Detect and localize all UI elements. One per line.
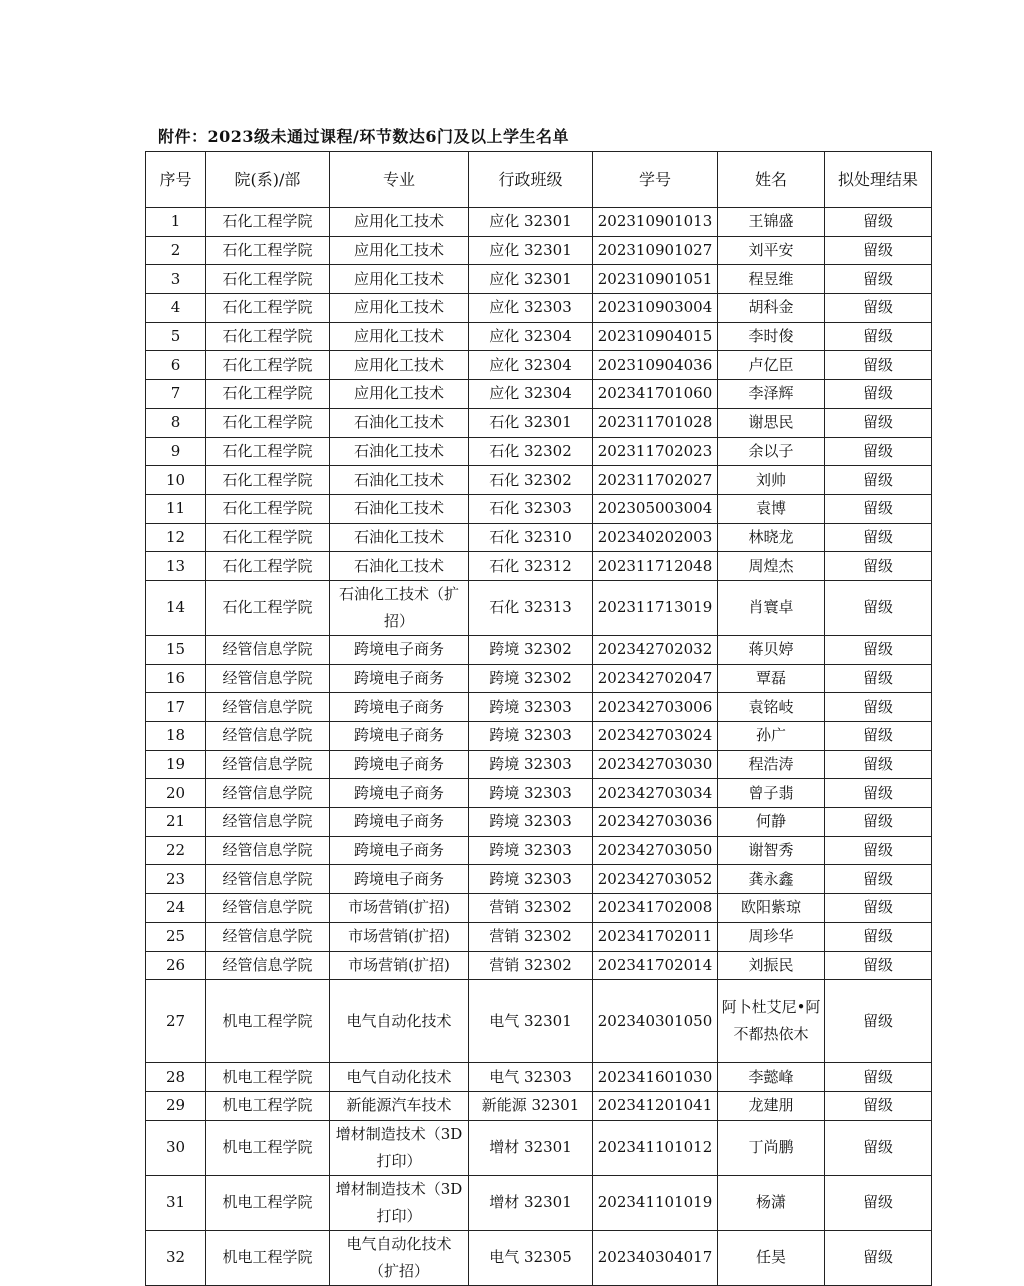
- cell-department: 经管信息学院: [206, 894, 330, 923]
- column-header-department: 院(系)/部: [206, 152, 330, 208]
- table-row: [146, 494, 932, 523]
- cell-student-id: 202310901013: [593, 208, 718, 237]
- cell-name: 龚永鑫: [718, 865, 825, 894]
- cell-student-id: 202340304017: [593, 1230, 718, 1285]
- cell-result: 留级: [825, 494, 932, 523]
- cell-result: 留级: [825, 1230, 932, 1285]
- cell-major: 应用化工技术: [330, 351, 469, 380]
- cell-index: 25: [146, 922, 206, 951]
- cell-department: 石化工程学院: [206, 265, 330, 294]
- cell-result: 留级: [825, 208, 932, 237]
- table-row: [146, 236, 932, 265]
- cell-index: 19: [146, 750, 206, 779]
- column-header-student-id: 学号: [593, 152, 718, 208]
- cell-result: 留级: [825, 580, 932, 635]
- cell-name: 阿卜杜艾尼•阿不都热依木: [718, 980, 825, 1063]
- cell-class: 应化 32304: [469, 322, 593, 351]
- cell-student-id: 202311713019: [593, 580, 718, 635]
- cell-name: 胡科金: [718, 294, 825, 323]
- cell-department: 经管信息学院: [206, 722, 330, 751]
- cell-major: 跨境电子商务: [330, 779, 469, 808]
- cell-index: 2: [146, 236, 206, 265]
- cell-result: 留级: [825, 635, 932, 664]
- cell-student-id: 202342703030: [593, 750, 718, 779]
- cell-result: 留级: [825, 408, 932, 437]
- cell-department: 机电工程学院: [206, 1230, 330, 1285]
- table-row: [146, 951, 932, 980]
- cell-class: 电气 32305: [469, 1230, 593, 1285]
- cell-major: 跨境电子商务: [330, 664, 469, 693]
- cell-student-id: 202311702023: [593, 437, 718, 466]
- cell-major: 应用化工技术: [330, 236, 469, 265]
- cell-index: 8: [146, 408, 206, 437]
- column-header-class: 行政班级: [469, 152, 593, 208]
- table-row: [146, 1063, 932, 1092]
- cell-student-id: 202305003004: [593, 494, 718, 523]
- table-row: [146, 208, 932, 237]
- cell-class: 营销 32302: [469, 922, 593, 951]
- cell-class: 石化 32313: [469, 580, 593, 635]
- cell-index: 5: [146, 322, 206, 351]
- cell-index: 9: [146, 437, 206, 466]
- cell-index: 7: [146, 380, 206, 409]
- table-row: [146, 750, 932, 779]
- cell-department: 石化工程学院: [206, 351, 330, 380]
- cell-result: 留级: [825, 552, 932, 581]
- student-roster-table: [145, 151, 932, 1286]
- cell-department: 经管信息学院: [206, 808, 330, 837]
- cell-index: 14: [146, 580, 206, 635]
- cell-result: 留级: [825, 750, 932, 779]
- cell-major: 市场营销(扩招): [330, 894, 469, 923]
- cell-result: 留级: [825, 865, 932, 894]
- cell-class: 石化 32312: [469, 552, 593, 581]
- cell-name: 曾子翡: [718, 779, 825, 808]
- cell-name: 程昱维: [718, 265, 825, 294]
- cell-major: 跨境电子商务: [330, 722, 469, 751]
- cell-class: 跨境 32303: [469, 693, 593, 722]
- cell-class: 应化 32301: [469, 265, 593, 294]
- cell-class: 新能源 32301: [469, 1091, 593, 1120]
- cell-result: 留级: [825, 380, 932, 409]
- table-row: [146, 294, 932, 323]
- cell-index: 15: [146, 635, 206, 664]
- table-row: [146, 980, 932, 1063]
- cell-major: 市场营销(扩招): [330, 951, 469, 980]
- cell-name: 龙建朋: [718, 1091, 825, 1120]
- cell-name: 卢亿臣: [718, 351, 825, 380]
- cell-class: 电气 32301: [469, 980, 593, 1063]
- cell-name: 程浩涛: [718, 750, 825, 779]
- cell-major: 石油化工技术: [330, 437, 469, 466]
- cell-result: 留级: [825, 1063, 932, 1092]
- cell-student-id: 202341101012: [593, 1120, 718, 1175]
- cell-student-id: 202341201041: [593, 1091, 718, 1120]
- table-row: [146, 894, 932, 923]
- cell-class: 跨境 32302: [469, 635, 593, 664]
- column-header-index: 序号: [146, 152, 206, 208]
- cell-name: 余以子: [718, 437, 825, 466]
- cell-student-id: 202340301050: [593, 980, 718, 1063]
- cell-result: 留级: [825, 294, 932, 323]
- cell-class: 应化 32304: [469, 351, 593, 380]
- cell-major: 应用化工技术: [330, 208, 469, 237]
- cell-index: 17: [146, 693, 206, 722]
- cell-student-id: 202341701060: [593, 380, 718, 409]
- cell-major: 石油化工技术: [330, 494, 469, 523]
- cell-class: 营销 32302: [469, 894, 593, 923]
- cell-index: 24: [146, 894, 206, 923]
- cell-major: 电气自动化技术: [330, 1063, 469, 1092]
- cell-student-id: 202310904036: [593, 351, 718, 380]
- cell-index: 28: [146, 1063, 206, 1092]
- cell-result: 留级: [825, 265, 932, 294]
- cell-class: 跨境 32303: [469, 836, 593, 865]
- cell-name: 肖寰卓: [718, 580, 825, 635]
- cell-department: 石化工程学院: [206, 380, 330, 409]
- cell-department: 机电工程学院: [206, 1063, 330, 1092]
- cell-major: 跨境电子商务: [330, 836, 469, 865]
- cell-student-id: 202342703006: [593, 693, 718, 722]
- cell-result: 留级: [825, 779, 932, 808]
- cell-student-id: 202342703036: [593, 808, 718, 837]
- cell-major: 跨境电子商务: [330, 693, 469, 722]
- cell-class: 跨境 32303: [469, 865, 593, 894]
- cell-index: 13: [146, 552, 206, 581]
- cell-class: 跨境 32303: [469, 808, 593, 837]
- cell-index: 22: [146, 836, 206, 865]
- cell-class: 石化 32302: [469, 466, 593, 495]
- cell-class: 应化 32304: [469, 380, 593, 409]
- cell-department: 经管信息学院: [206, 779, 330, 808]
- cell-class: 石化 32310: [469, 523, 593, 552]
- cell-index: 11: [146, 494, 206, 523]
- cell-department: 石化工程学院: [206, 437, 330, 466]
- cell-name: 刘帅: [718, 466, 825, 495]
- table-row: [146, 1175, 932, 1230]
- table-row: [146, 580, 932, 635]
- cell-name: 谢智秀: [718, 836, 825, 865]
- cell-department: 机电工程学院: [206, 1175, 330, 1230]
- cell-index: 6: [146, 351, 206, 380]
- cell-index: 1: [146, 208, 206, 237]
- column-header-result: 拟处理结果: [825, 152, 932, 208]
- cell-class: 营销 32302: [469, 951, 593, 980]
- cell-result: 留级: [825, 922, 932, 951]
- cell-major: 石油化工技术: [330, 408, 469, 437]
- cell-result: 留级: [825, 951, 932, 980]
- column-header-major: 专业: [330, 152, 469, 208]
- cell-index: 21: [146, 808, 206, 837]
- cell-department: 石化工程学院: [206, 408, 330, 437]
- cell-result: 留级: [825, 322, 932, 351]
- cell-class: 石化 32301: [469, 408, 593, 437]
- cell-department: 经管信息学院: [206, 750, 330, 779]
- cell-department: 石化工程学院: [206, 208, 330, 237]
- cell-name: 欧阳紫琼: [718, 894, 825, 923]
- cell-student-id: 202341601030: [593, 1063, 718, 1092]
- cell-name: 袁博: [718, 494, 825, 523]
- table-row: [146, 635, 932, 664]
- cell-name: 丁尚鹏: [718, 1120, 825, 1175]
- cell-name: 刘平安: [718, 236, 825, 265]
- cell-result: 留级: [825, 894, 932, 923]
- table-row: [146, 523, 932, 552]
- cell-name: 林晓龙: [718, 523, 825, 552]
- cell-department: 石化工程学院: [206, 552, 330, 581]
- cell-department: 经管信息学院: [206, 664, 330, 693]
- cell-major: 增材制造技术（3D 打印）: [330, 1120, 469, 1175]
- cell-index: 10: [146, 466, 206, 495]
- cell-department: 机电工程学院: [206, 980, 330, 1063]
- cell-name: 谢思民: [718, 408, 825, 437]
- document-title: 附件：2023级未通过课程/环节数达6门及以上学生名单: [158, 127, 570, 146]
- table-row: [146, 808, 932, 837]
- cell-name: 覃磊: [718, 664, 825, 693]
- cell-student-id: 202342703024: [593, 722, 718, 751]
- cell-name: 刘振民: [718, 951, 825, 980]
- cell-result: 留级: [825, 351, 932, 380]
- cell-department: 经管信息学院: [206, 951, 330, 980]
- cell-department: 机电工程学院: [206, 1091, 330, 1120]
- cell-major: 跨境电子商务: [330, 865, 469, 894]
- table-row: [146, 322, 932, 351]
- cell-index: 26: [146, 951, 206, 980]
- cell-department: 石化工程学院: [206, 294, 330, 323]
- table-row: [146, 836, 932, 865]
- cell-student-id: 202310904015: [593, 322, 718, 351]
- cell-major: 应用化工技术: [330, 294, 469, 323]
- cell-department: 经管信息学院: [206, 635, 330, 664]
- cell-department: 石化工程学院: [206, 494, 330, 523]
- cell-result: 留级: [825, 664, 932, 693]
- cell-index: 31: [146, 1175, 206, 1230]
- cell-result: 留级: [825, 437, 932, 466]
- cell-result: 留级: [825, 1175, 932, 1230]
- table-row: [146, 1120, 932, 1175]
- cell-department: 经管信息学院: [206, 693, 330, 722]
- cell-student-id: 202341702008: [593, 894, 718, 923]
- cell-major: 石油化工技术: [330, 523, 469, 552]
- cell-major: 石油化工技术: [330, 552, 469, 581]
- cell-result: 留级: [825, 836, 932, 865]
- cell-index: 18: [146, 722, 206, 751]
- table-row: [146, 865, 932, 894]
- cell-class: 石化 32302: [469, 437, 593, 466]
- cell-name: 李泽辉: [718, 380, 825, 409]
- cell-result: 留级: [825, 980, 932, 1063]
- cell-class: 增材 32301: [469, 1120, 593, 1175]
- cell-result: 留级: [825, 236, 932, 265]
- table-row: [146, 437, 932, 466]
- cell-name: 李时俊: [718, 322, 825, 351]
- table-header-row: [146, 152, 932, 208]
- table-row: [146, 722, 932, 751]
- cell-department: 石化工程学院: [206, 580, 330, 635]
- cell-major: 跨境电子商务: [330, 635, 469, 664]
- cell-class: 石化 32303: [469, 494, 593, 523]
- cell-department: 经管信息学院: [206, 836, 330, 865]
- cell-department: 石化工程学院: [206, 523, 330, 552]
- cell-major: 应用化工技术: [330, 265, 469, 294]
- table-body: [146, 208, 932, 1286]
- cell-major: 电气自动化技术: [330, 980, 469, 1063]
- cell-class: 应化 32303: [469, 294, 593, 323]
- cell-student-id: 202342703050: [593, 836, 718, 865]
- cell-student-id: 202311712048: [593, 552, 718, 581]
- cell-major: 跨境电子商务: [330, 750, 469, 779]
- cell-student-id: 202341702011: [593, 922, 718, 951]
- cell-class: 增材 32301: [469, 1175, 593, 1230]
- cell-student-id: 202311702027: [593, 466, 718, 495]
- cell-index: 30: [146, 1120, 206, 1175]
- cell-major: 新能源汽车技术: [330, 1091, 469, 1120]
- cell-class: 跨境 32302: [469, 664, 593, 693]
- cell-result: 留级: [825, 466, 932, 495]
- cell-department: 经管信息学院: [206, 865, 330, 894]
- cell-class: 应化 32301: [469, 236, 593, 265]
- cell-student-id: 202340202003: [593, 523, 718, 552]
- table-row: [146, 408, 932, 437]
- table-row: [146, 466, 932, 495]
- cell-result: 留级: [825, 523, 932, 552]
- cell-name: 周煌杰: [718, 552, 825, 581]
- cell-name: 孙广: [718, 722, 825, 751]
- cell-class: 应化 32301: [469, 208, 593, 237]
- table-row: [146, 693, 932, 722]
- table-row: [146, 351, 932, 380]
- cell-major: 石油化工技术: [330, 466, 469, 495]
- table-row: [146, 1230, 932, 1285]
- cell-department: 机电工程学院: [206, 1120, 330, 1175]
- cell-index: 27: [146, 980, 206, 1063]
- cell-major: 增材制造技术（3D 打印）: [330, 1175, 469, 1230]
- cell-student-id: 202310901051: [593, 265, 718, 294]
- cell-department: 石化工程学院: [206, 236, 330, 265]
- cell-name: 袁铭岐: [718, 693, 825, 722]
- cell-major: 石油化工技术（扩招）: [330, 580, 469, 635]
- cell-name: 李懿峰: [718, 1063, 825, 1092]
- cell-department: 石化工程学院: [206, 322, 330, 351]
- table-row: [146, 265, 932, 294]
- cell-department: 经管信息学院: [206, 922, 330, 951]
- table-row: [146, 552, 932, 581]
- table-row: [146, 380, 932, 409]
- cell-index: 29: [146, 1091, 206, 1120]
- table-row: [146, 922, 932, 951]
- cell-result: 留级: [825, 722, 932, 751]
- cell-name: 杨潇: [718, 1175, 825, 1230]
- cell-name: 周珍华: [718, 922, 825, 951]
- cell-index: 16: [146, 664, 206, 693]
- cell-department: 石化工程学院: [206, 466, 330, 495]
- cell-student-id: 202342702047: [593, 664, 718, 693]
- cell-student-id: 202310903004: [593, 294, 718, 323]
- cell-student-id: 202342703052: [593, 865, 718, 894]
- cell-major: 市场营销(扩招): [330, 922, 469, 951]
- cell-name: 王锦盛: [718, 208, 825, 237]
- cell-student-id: 202342703034: [593, 779, 718, 808]
- cell-index: 4: [146, 294, 206, 323]
- cell-index: 20: [146, 779, 206, 808]
- cell-student-id: 202341101019: [593, 1175, 718, 1230]
- cell-result: 留级: [825, 808, 932, 837]
- cell-student-id: 202341702014: [593, 951, 718, 980]
- cell-student-id: 202310901027: [593, 236, 718, 265]
- cell-class: 跨境 32303: [469, 722, 593, 751]
- cell-result: 留级: [825, 1091, 932, 1120]
- cell-name: 蒋贝婷: [718, 635, 825, 664]
- cell-class: 跨境 32303: [469, 779, 593, 808]
- cell-result: 留级: [825, 693, 932, 722]
- cell-major: 跨境电子商务: [330, 808, 469, 837]
- cell-class: 跨境 32303: [469, 750, 593, 779]
- cell-class: 电气 32303: [469, 1063, 593, 1092]
- table-row: [146, 1091, 932, 1120]
- column-header-name: 姓名: [718, 152, 825, 208]
- cell-result: 留级: [825, 1120, 932, 1175]
- cell-index: 32: [146, 1230, 206, 1285]
- table-row: [146, 664, 932, 693]
- cell-major: 应用化工技术: [330, 380, 469, 409]
- cell-major: 电气自动化技术（扩招）: [330, 1230, 469, 1285]
- cell-name: 何静: [718, 808, 825, 837]
- cell-index: 12: [146, 523, 206, 552]
- cell-major: 应用化工技术: [330, 322, 469, 351]
- cell-index: 3: [146, 265, 206, 294]
- cell-student-id: 202342702032: [593, 635, 718, 664]
- table-row: [146, 779, 932, 808]
- cell-name: 任昊: [718, 1230, 825, 1285]
- cell-index: 23: [146, 865, 206, 894]
- cell-student-id: 202311701028: [593, 408, 718, 437]
